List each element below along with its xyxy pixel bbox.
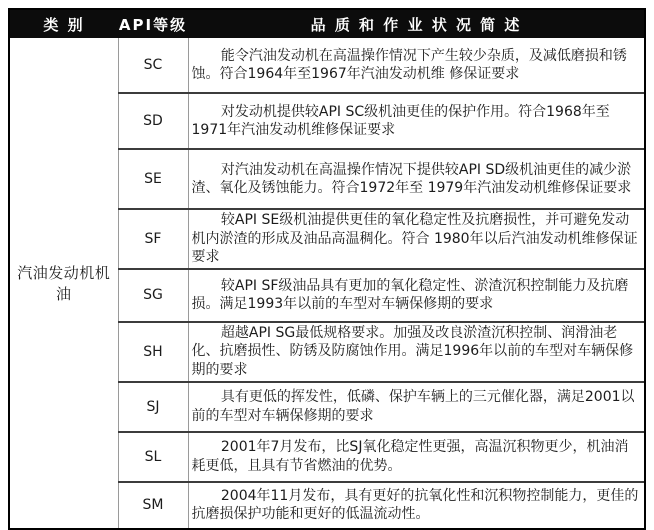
header-row (10, 10, 644, 38)
description-text: 较API SE级机油提供更佳的氧化稳定性及抗磨损性，并可避免发动机内淤渣的形成及油品高温稠化。符合 1980年以后汽油发动机维修保证要求 (191, 212, 638, 265)
grade-cell-sd: SD (118, 93, 188, 149)
description-text: 对发动机提供较API SC级机油更佳的保护作用。符合1968年至1971年汽油发动机维修保证要求 (191, 103, 610, 138)
grade-cell-sl: SL (118, 432, 188, 482)
description-cell-sg (188, 269, 644, 322)
description-text: 超越API SG最低规格要求。加强及改良淤渣沉积控制、润滑油老化、抗磨损性、防锈及防腐蚀作用。满足1996年以前的车型对车辆保修期的要求 (191, 324, 634, 378)
api-oil-grade-table-wrapper (8, 8, 646, 530)
description-text: 较API SF级油品具有更加的氧化稳定性、淤渣沉积控制能力及抗磨损。满足1993年以前的车型对车辆保修期的要求 (191, 277, 629, 312)
header-cell-api-grade: API等级 (118, 10, 188, 38)
category-cell: 汽油发动机机油 (10, 38, 118, 528)
grade-cell-sg: SG (118, 269, 188, 322)
grade-cell-sc: SC (118, 38, 188, 93)
description-cell-sf (188, 209, 644, 269)
description-text: 对汽油发动机在高温操作情况下提供较API SD级机油更佳的减少淤渣、氧化及锈蚀能力。符合1972年至 1979年汽油发动机维修保证要求 (191, 161, 632, 196)
grade-cell-sj: SJ (118, 382, 188, 432)
grade-cell-sf: SF (118, 209, 188, 269)
description-text: 能令汽油发动机在高温操作情况下产生较少杂质，及减低磨损和锈蚀。符合1964年至1967年汽油发动机维 修保证要求 (191, 47, 627, 82)
header-cell-description: 品 质 和 作 业 状 况 简 述 (188, 10, 644, 38)
description-cell-sl (188, 432, 644, 482)
description-text: 2001年7月发布，比SJ氧化稳定性更强，高温沉积物更少，机油消耗更低，且具有节省燃油的优势。 (191, 439, 629, 474)
grade-cell-sh: SH (118, 322, 188, 382)
description-cell-sm (188, 482, 644, 528)
grade-cell-se: SE (118, 149, 188, 209)
grade-cell-sm: SM (118, 482, 188, 528)
description-text: 具有更低的挥发性，低磷、保护车辆上的三元催化器，满足2001以前的车型对车辆保修期的要求 (191, 389, 635, 424)
description-text: 2004年11月发布，具有更好的抗氧化性和沉积物控制能力，更佳的抗磨损保护功能和更好的低温流动性。 (191, 487, 639, 522)
description-cell-sc (188, 38, 644, 93)
table-row-sc (10, 38, 644, 93)
description-cell-sj (188, 382, 644, 432)
description-cell-sh (188, 322, 644, 382)
description-cell-sd (188, 93, 644, 149)
header-cell-category: 类 别 (10, 10, 118, 38)
api-oil-grade-table (10, 10, 644, 528)
description-cell-se (188, 149, 644, 209)
